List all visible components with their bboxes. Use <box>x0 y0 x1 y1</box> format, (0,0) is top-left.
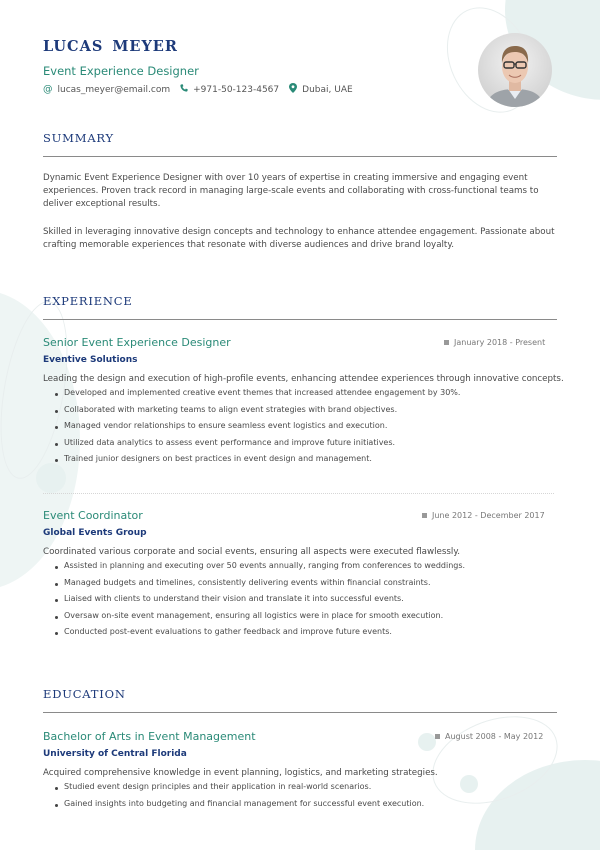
calendar-icon <box>444 340 449 345</box>
list-item: Utilized data analytics to assess event performance and improve future initiatives. <box>55 438 460 455</box>
summary-paragraph: Skilled in leveraging innovative design concepts and technology to enhance attendee engagement. Passionate about crafting memorable experiences that resonate with diverse audiences and drive brand loyalty. <box>43 227 555 250</box>
job-dates-text: January 2018 - Present <box>454 338 546 347</box>
job-description: Leading the design and execution of high-profile events, enhancing attendee experiences through innovative concepts. <box>43 374 564 384</box>
job-dates <box>444 338 545 347</box>
job-bullets <box>55 388 460 471</box>
list-item: Oversaw on-site event management, ensuring all logistics were in place for smooth execution. <box>55 611 465 628</box>
list-item: Trained junior designers on best practices in event design and management. <box>55 454 460 471</box>
location-text: Dubai, UAE <box>302 84 353 95</box>
job-bullets <box>55 561 465 644</box>
job-dates <box>422 511 545 520</box>
contact-email[interactable] <box>43 84 170 95</box>
contact-location <box>289 83 353 96</box>
education-dates <box>435 732 543 741</box>
profile-photo <box>478 33 552 107</box>
list-item: Collaborated with marketing teams to align event strategies with brand objectives. <box>55 405 460 422</box>
phone-text: +971-50-123-4567 <box>193 84 280 95</box>
list-item: Studied event design principles and their application in real-world scenarios. <box>55 782 424 799</box>
list-item: Managed vendor relationships to ensure seamless event logistics and execution. <box>55 421 460 438</box>
list-item: Managed budgets and timelines, consistently delivering events within financial constraints. <box>55 578 465 595</box>
company-name: Eventive Solutions <box>43 355 138 365</box>
job-title: Event Coordinator <box>43 509 143 522</box>
decorative-dot <box>418 733 436 751</box>
list-item: Conducted post-event evaluations to gather feedback and improve future events. <box>55 627 465 644</box>
section-divider <box>43 319 557 320</box>
email-text: lucas_meyer@email.com <box>57 84 171 95</box>
list-item: Gained insights into budgeting and financial management for successful event execution. <box>55 799 424 816</box>
degree-title: Bachelor of Arts in Event Management <box>43 730 256 743</box>
school-name: University of Central Florida <box>43 749 187 759</box>
at-icon: @ <box>43 84 53 95</box>
list-item: Liaised with clients to understand their vision and translate it into successful events. <box>55 594 465 611</box>
summary-heading: SUMMARY <box>43 131 114 145</box>
list-item: Developed and implemented creative event themes that increased attendee engagement by 30%. <box>55 388 460 405</box>
section-divider <box>43 712 557 713</box>
candidate-name: LUCAS MEYER <box>43 38 178 55</box>
calendar-icon <box>422 513 427 518</box>
summary-paragraph: Dynamic Event Experience Designer with over 10 years of expertise in creating immersive and engaging event experiences. Proven track record in managing large-scale events and collaborating with cross-functional teams to deliver exceptional results. <box>43 173 539 209</box>
education-bullets <box>55 782 424 815</box>
list-item: Assisted in planning and executing over 50 events annually, ranging from conferences to weddings. <box>55 561 465 578</box>
job-title: Senior Event Experience Designer <box>43 336 231 349</box>
contact-phone[interactable] <box>180 84 279 95</box>
education-description: Acquired comprehensive knowledge in event planning, logistics, and marketing strategies. <box>43 768 438 778</box>
calendar-icon <box>435 734 440 739</box>
company-name: Global Events Group <box>43 528 147 538</box>
phone-icon <box>180 84 188 95</box>
experience-heading: EXPERIENCE <box>43 294 133 308</box>
job-description: Coordinated various corporate and social events, ensuring all aspects were executed flawlessly. <box>43 547 460 557</box>
section-divider <box>43 156 557 157</box>
job-dates-text: June 2012 - December 2017 <box>432 511 545 520</box>
map-pin-icon <box>289 83 297 96</box>
education-dates-text: August 2008 - May 2012 <box>445 732 544 741</box>
contact-info <box>43 83 363 96</box>
education-heading: EDUCATION <box>43 687 126 701</box>
entry-divider <box>43 493 554 494</box>
candidate-role: Event Experience Designer <box>43 64 199 78</box>
